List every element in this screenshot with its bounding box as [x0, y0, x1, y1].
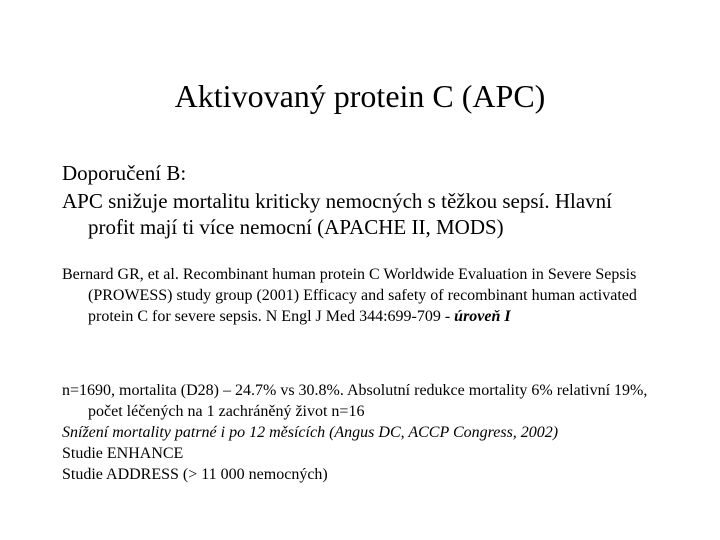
findings-list: [62, 380, 662, 485]
recommendation-block: [62, 158, 662, 240]
recommendation-text: APC snižuje mortalitu kriticky nemocných s těžkou sepsí. Hlavní profit mají ti více nemocní (APACHE II, MODS): [62, 189, 612, 239]
evidence-level: úroveň I: [454, 308, 511, 325]
reference-citation-block: [62, 264, 678, 327]
finding-mortality-results: n=1690, mortalita (D28) – 24.7% vs 30.8%. Absolutní redukce mortality 6% relativní 19%, počet léčených na 1 zachráněný život n=16: [62, 382, 648, 420]
finding-address-study: Studie ADDRESS (> 11 000 nemocných): [62, 466, 328, 483]
finding-long-term-reduction: Snížení mortality patrné i po 12 měsících (Angus DC, ACCP Congress, 2002): [62, 424, 559, 441]
recommendation-heading: Doporučení B:: [62, 161, 187, 185]
finding-enhance-study: Studie ENHANCE: [62, 445, 184, 462]
reference-citation: Bernard GR, et al. Recombinant human protein C Worldwide Evaluation in Severe Sepsis (PROWESS) study group (2001) Efficacy and safety of recombinant human activated protein C for severe sepsis. N Engl J Med 344:699-709 -: [62, 266, 637, 325]
slide-title: Aktivovaný protein C (APC): [174, 78, 546, 114]
